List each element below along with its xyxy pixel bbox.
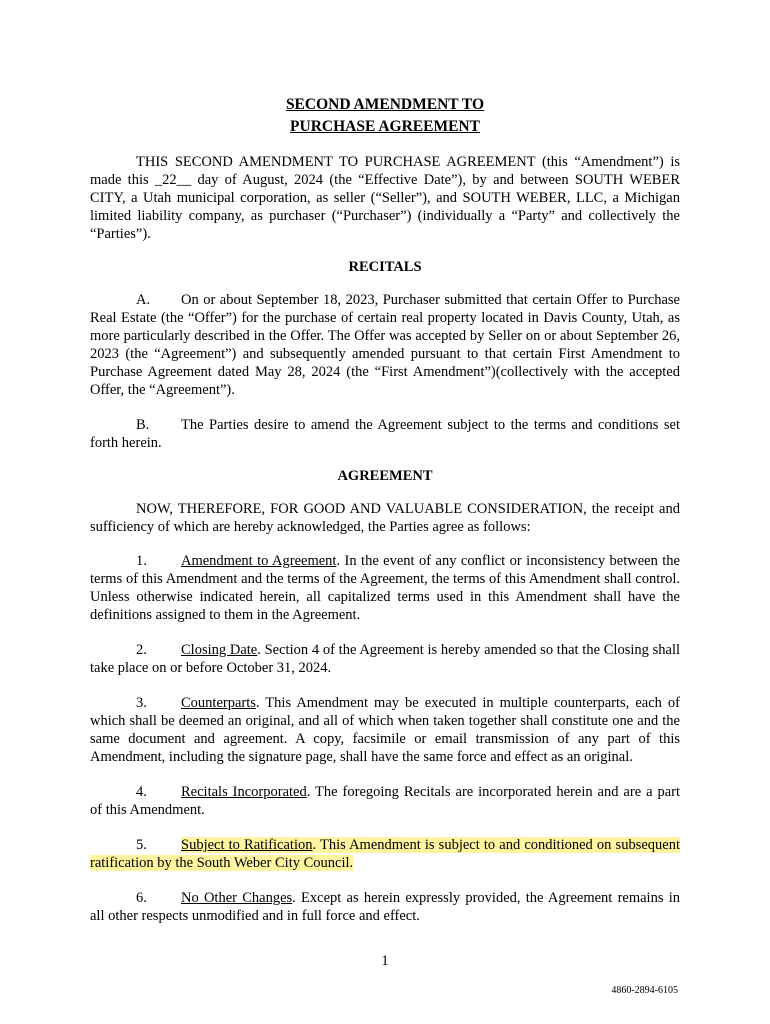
section-text: . This Amendment is subject to and conditioned on subsequent ratification by the South Weber City Council. [90, 837, 680, 871]
section-6 [90, 889, 680, 925]
section-1 [90, 552, 680, 624]
section-text: . Section 4 of the Agreement is hereby amended so that the Closing shall take place on or before October 31, 2024. [90, 642, 681, 676]
section-text: . Except as herein expressly provided, the Agreement remains in all other respects unmodified and in full force and effect. [90, 890, 681, 924]
agreement-heading: AGREEMENT [337, 468, 433, 484]
now-therefore-paragraph [90, 500, 680, 536]
recital-text: The Parties desire to amend the Agreement subject to the terms and conditions set forth herein. [90, 417, 680, 451]
section-heading: Subject to Ratification [181, 837, 313, 853]
section-3 [90, 694, 680, 766]
section-2 [90, 641, 680, 677]
now-therefore-text: NOW, THEREFORE, FOR GOOD AND VALUABLE CONSIDERATION, the receipt and sufficiency of which are hereby acknowledged, the Parties agree as follows: [90, 501, 680, 535]
recital-text: On or about September 18, 2023, Purchaser submitted that certain Offer to Purchase Real Estate (the “Offer”) for the purchase of certain real property located in Davis County, Utah, as more particularly described in the Offer. The Offer was accepted by Seller on or about September 26, 2023 (the “Agreement”) and subsequently amended pursuant to that certain First Amendment to Purchase Agreement dated May 28, 2024 (the “First Amendment”)(collectively with the accepted Offer, the “Agreement”). [90, 292, 680, 398]
recital-number: B. [136, 417, 150, 433]
section-5 [90, 836, 680, 872]
section-heading: No Other Changes [181, 890, 293, 906]
section-heading: Recitals Incorporated [181, 784, 307, 800]
intro-paragraph [90, 153, 680, 243]
title-line-2: PURCHASE AGREEMENT [290, 118, 480, 135]
section-heading: Closing Date [181, 642, 258, 658]
section-text: . In the event of any conflict or inconsistency between the terms of this Amendment and the terms of the Agreement, the terms of this Amendment shall control. Unless otherwise indicated herein, all capitalized terms used in this Amendment shall have the definitions assigned to them in the Agreement. [90, 553, 680, 623]
section-number: 6. [136, 890, 147, 906]
intro-text: THIS SECOND AMENDMENT TO PURCHASE AGREEMENT (this “Amendment”) is made this _22__ day of August, 2024 (the “Effective Date”), by and between SOUTH WEBER CITY, a Utah municipal corporation, as seller (“Seller”), and SOUTH WEBER, LLC, a Michigan limited liability company, as purchaser (“Purchaser”) (individually a “Party” and collectively the “Parties”). [90, 154, 680, 242]
section-text: . This Amendment may be executed in multiple counterparts, each of which shall be deemed an original, and all of which when taken together shall constitute one and the same document and agreement. A copy, facsimile or email transmission of any part of this Amendment, including the signature page, shall have the same force and effect as an original. [90, 695, 680, 765]
title-line-1: SECOND AMENDMENT TO [285, 96, 485, 113]
recitals-heading: RECITALS [348, 259, 422, 275]
section-4 [90, 783, 680, 819]
section-text: . The foregoing Recitals are incorporated herein and are a part of this Amendment. [90, 784, 680, 818]
section-heading: Counterparts [181, 695, 256, 711]
section-number: 4. [136, 784, 147, 800]
section-heading: Amendment to Agreement [181, 553, 337, 569]
document-id: 4860-2894-6105 [611, 985, 678, 996]
section-number: 2. [136, 642, 147, 658]
recital-b [90, 416, 680, 452]
recital-a [90, 291, 680, 399]
page-number: 1 [381, 953, 389, 969]
section-number: 1. [136, 553, 147, 569]
section-number: 5. [136, 837, 147, 853]
section-number: 3. [136, 695, 147, 711]
recital-number: A. [136, 292, 151, 308]
